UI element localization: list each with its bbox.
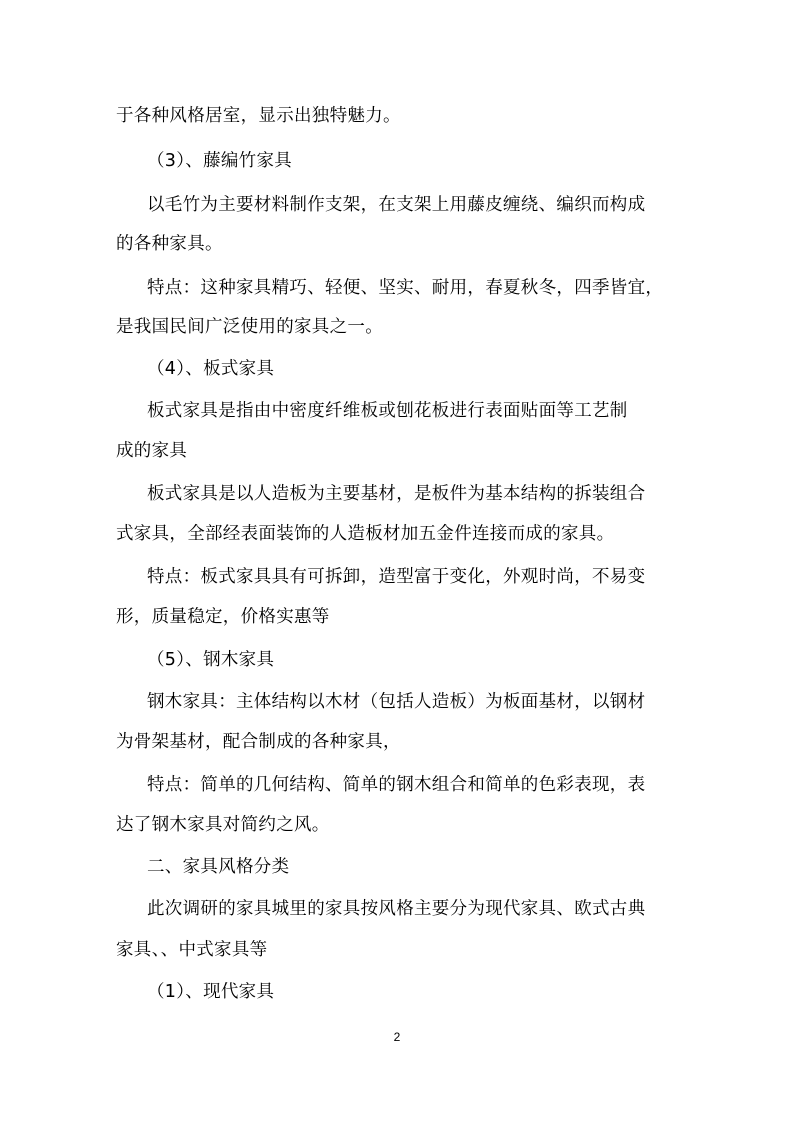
paragraph-line: 特点：板式家具具有可拆卸，造型富于变化，外观时尚，不易变 bbox=[147, 567, 646, 587]
paragraph-line: 于各种风格居室，显示出独特魅力。 bbox=[116, 106, 401, 126]
paragraph-line: 形，质量稳定，价格实惠等 bbox=[116, 607, 330, 627]
paragraph-line: 为骨架基材，配合制成的各种家具， bbox=[116, 732, 401, 752]
paragraph-line: 板式家具是指由中密度纤维板或刨花板进行表面贴面等工艺制 bbox=[147, 401, 628, 421]
page-number: 2 bbox=[393, 1030, 401, 1044]
paragraph-line: 是我国民间广泛使用的家具之一。 bbox=[116, 317, 383, 337]
paragraph-line: 此次调研的家具城里的家具按风格主要分为现代家具、欧式古典 bbox=[147, 899, 646, 919]
paragraph-line: 的各种家具。 bbox=[116, 234, 223, 254]
section-heading: （4）、板式家具 bbox=[147, 359, 275, 379]
section-heading: （1）、现代家具 bbox=[147, 982, 275, 1002]
paragraph-line: 板式家具是以人造板为主要基材，是板件为基本结构的拆装组合 bbox=[147, 484, 646, 504]
paragraph-line: 式家具，全部经表面装饰的人造板材加五金件连接而成的家具。 bbox=[116, 524, 615, 544]
section-heading: （5）、钢木家具 bbox=[147, 650, 275, 670]
paragraph-line: 达了钢木家具对简约之风。 bbox=[116, 815, 330, 835]
paragraph-line: 家具、、中式家具等 bbox=[116, 940, 268, 960]
paragraph-line: 成的家具 bbox=[116, 441, 188, 461]
section-heading: 二、家具风格分类 bbox=[147, 857, 290, 877]
paragraph-line: 以毛竹为主要材料制作支架，在支架上用藤皮缠绕、编织而构成 bbox=[147, 195, 646, 215]
paragraph-line: 特点：这种家具精巧、轻便、坚实、耐用，春夏秋冬，四季皆宜， bbox=[147, 278, 664, 298]
paragraph-line: 特点：简单的几何结构、简单的钢木组合和简单的色彩表现，表 bbox=[147, 775, 646, 795]
section-heading: （3）、藤编竹家具 bbox=[147, 151, 293, 171]
paragraph-line: 钢木家具：主体结构以木材（包括人造板）为板面基材，以钢材 bbox=[147, 692, 646, 712]
